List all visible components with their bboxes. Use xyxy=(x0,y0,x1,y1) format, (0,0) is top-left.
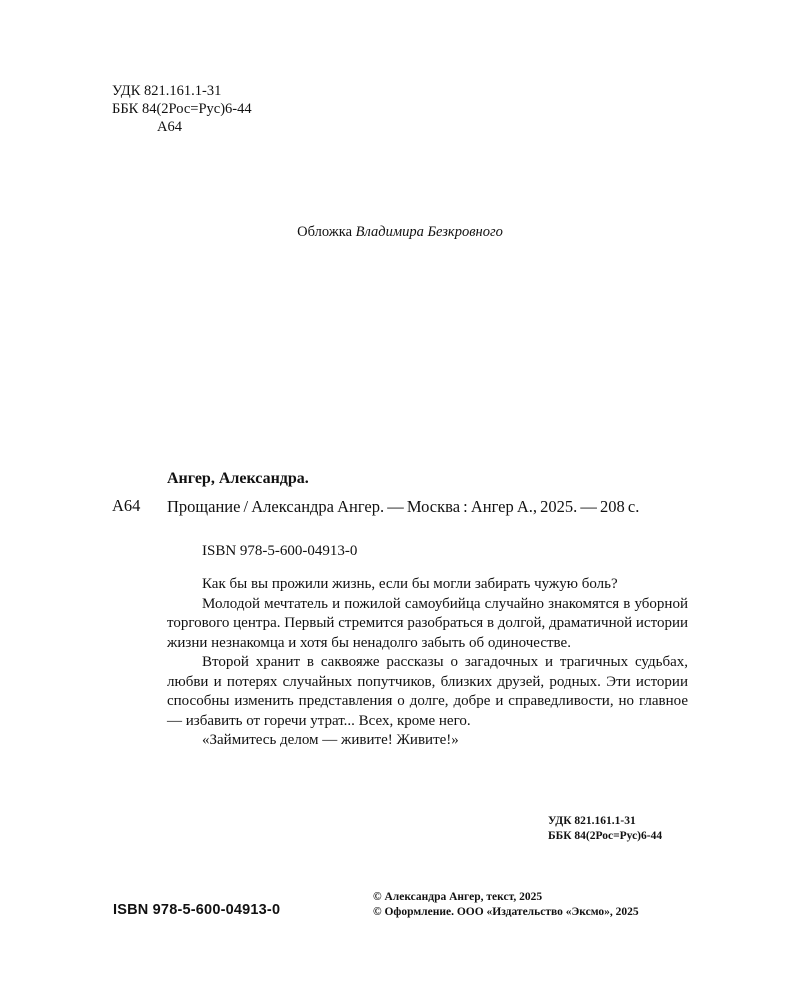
annotation-paragraph: Молодой мечтатель и пожилой самоубийца случайно знакомятся в уборной торгового центра. Первый стремится разобраться в долгой, драматичной истории жизни незнакомца и хотя бы ненадолго забыть об одиночестве. xyxy=(167,595,688,651)
isbn-bold: ISBN 978-5-600-04913-0 xyxy=(113,902,281,918)
bbk-code-bottom: ББК 84(2Рос=Рус)6-44 xyxy=(548,830,663,842)
classification-block-top xyxy=(112,82,252,136)
copyright-block xyxy=(373,890,639,920)
udk-code: УДК 821.161.1-31 xyxy=(112,83,222,99)
cover-designer-name: Владимира Безкровного xyxy=(355,224,503,240)
udk-code-bottom: УДК 821.161.1-31 xyxy=(548,815,636,827)
copyright-design: © Оформление. ООО «Издательство «Эксмо», 2025 xyxy=(373,906,639,918)
author-sign: А64 xyxy=(157,119,182,135)
title-statement: Прощание / Александра Ангер. — Москва : Ангер А., 2025. — 208 с. xyxy=(167,497,640,516)
annotation-paragraph: «Займитесь делом — живите! Живите!» xyxy=(202,732,459,748)
annotation-paragraph: Как бы вы прожили жизнь, если бы могли забирать чужую боль? xyxy=(202,576,618,592)
annotation-paragraph: Второй хранит в саквояже рассказы о загадочных и трагичных судьбах, любви и потерях случайных попутчиков, близких друзей, родных. Эти истории способны изменить представления о долге, добре и справедливости, но главное — избавить от горечи утрат... Всех, кроме него. xyxy=(167,654,688,729)
isbn-record: ISBN 978-5-600-04913-0 xyxy=(202,543,358,559)
cover-credit-prefix: Обложка xyxy=(297,224,353,240)
classification-block-bottom xyxy=(548,814,662,844)
copyright-text: © Александра Ангер, текст, 2025 xyxy=(373,891,543,903)
annotation xyxy=(167,575,688,751)
cover-credit xyxy=(0,224,800,241)
author-sign-margin: А64 xyxy=(112,496,141,515)
bbk-code: ББК 84(2Рос=Рус)6-44 xyxy=(112,101,252,117)
author-heading: Ангер, Александра. xyxy=(167,470,309,487)
